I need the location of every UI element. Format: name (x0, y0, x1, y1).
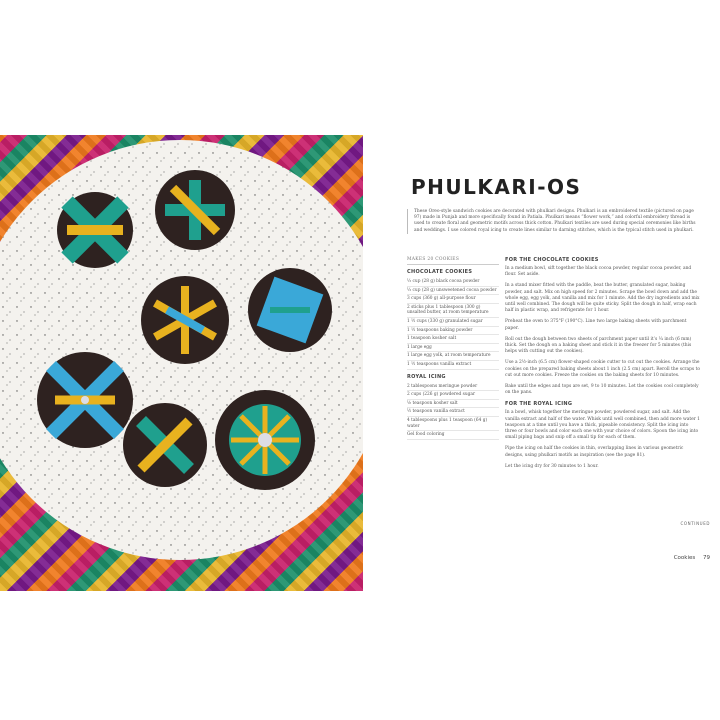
ingredients-column (407, 257, 499, 440)
ingredient-item: 1 ½ teaspoons vanilla extract (407, 361, 499, 370)
ingredient-item: 3 cups (360 g) all-purpose flour (407, 295, 499, 304)
ingredient-item: 4 tablespoons plus 1 teaspoon (64 g) water (407, 417, 499, 431)
ingredient-item: ⅛ teaspoon kosher salt (407, 400, 499, 409)
section-heading-chocolate-cookies: CHOCOLATE COOKIES (407, 269, 473, 275)
method-step: Roll out the dough between two sheets of parchment paper until it’s ¼ inch (6 mm) thick. Set the dough on a baking sheet and stick it in the freezer for 5 minutes (this helps with cutting out the cookies). (505, 336, 692, 355)
cookie (57, 192, 133, 268)
recipe-page (363, 135, 720, 591)
cookie (248, 268, 332, 352)
cookie (215, 390, 315, 490)
ingredient-item: 2 cups (226 g) powdered sugar (407, 391, 499, 400)
ingredient-item: ⅓ cup (28 g) black cocoa powder (407, 278, 499, 287)
ingredient-item: 1 ½ teaspoons baking powder (407, 327, 499, 336)
yield-label: MAKES 20 COOKIES (407, 257, 499, 265)
method-step: In a stand mixer fitted with the paddle, beat the butter, granulated sugar, baking powder, and salt. Mix on high speed for 2 minutes. Scrape the bowl down and add the whole egg, egg yolk, and vanilla and mix for 1 minute. Add the dry ingredients and mix until well combined. The dough will be quite sticky. Split the dough in half, wrap each half in plastic wrap, and refrigerate for 1 hour. (505, 283, 700, 314)
ingredient-item: Gel food coloring (407, 431, 499, 440)
method-step: In a medium bowl, sift together the black cocoa powder, regular cocoa powder, and flour. Set aside. (505, 266, 692, 278)
cookie-plate-illustration (0, 135, 363, 591)
method-step: Pipe the icing on half the cookies in thin, overlapping lines in various geometric designs, using phulkari motifs as inspiration (see the page 81). (505, 446, 684, 458)
ingredient-list-icing (407, 383, 499, 440)
page-number: 79 (703, 555, 710, 561)
recipe-title: PHULKARI-OS (411, 175, 582, 199)
method-step: Use a 2½-inch (6.5 cm) flower-shaped cookie cutter to cut out the cookies. Arrange the cookies on the prepared baking sheets about 1 inch (2.5 cm) apart. Reroll the scraps to cut out more cookies. Freeze the cookies on the baking sheets for 10 minutes. (505, 360, 700, 378)
ingredient-item: 2 tablespoons meringue powder (407, 383, 499, 392)
ingredient-item: ⅓ cup (28 g) unsweetened cocoa powder (407, 287, 499, 296)
cookie-photo (0, 135, 363, 591)
page-footer (668, 555, 710, 561)
section-heading-for-chocolate-cookies: FOR THE CHOCOLATE COOKIES (505, 257, 599, 263)
ingredient-item: 1 ½ cups (330 g) granulated sugar (407, 318, 499, 327)
ingredient-item: 1 teaspoon kosher salt (407, 335, 499, 344)
cookie (141, 276, 229, 364)
continued-label: CONTINUED (680, 521, 710, 526)
method-column (505, 257, 701, 475)
method-step: Let the icing dry for 30 minutes to 1 hour. (505, 463, 599, 469)
cookie (155, 170, 235, 250)
recipe-intro: These Oreo-style sandwich cookies are decorated with phulkari designs. Phulkari is an embroidered textile (pictured on page 97) made in Punjab and more specifically found in Patiala. Phulkari means “flower work,” and colorful embroidery thread is used to create floral and geometric motifs across thick cotton. Phulkari textiles are used during special ceremonies like births and weddings. I use colored royal icing to create lines similar to darning stitches, which is the typical stitch used in phulkari. (407, 209, 702, 234)
ingredient-item: 2 sticks plus 1 tablespoon (300 g) unsalted butter, at room temperature (407, 304, 499, 318)
ingredient-item: 1 large egg (407, 344, 499, 353)
method-step: In a bowl, whisk together the meringue powder, powdered sugar, and salt. Add the vanilla extract and half of the water. Whisk until well combined, then add more water 1 teaspoon at a time until you have a thick, pipeable consistency. Split the icing into three or four bowls and color each one with your choice of colors. Spoon the icing into small piping bags and snip off a small tip for each of them. (505, 410, 700, 441)
ingredient-item: 1 large egg yolk, at room temperature (407, 352, 499, 361)
cookie (37, 352, 133, 448)
cookie (123, 403, 207, 487)
section-heading-for-royal-icing: FOR THE ROYAL ICING (505, 401, 573, 408)
ingredient-list-cookies (407, 278, 499, 370)
method-step: Bake until the edges and tops are set, 9 to 10 minutes. Let the cookies cool completely on the pans. (505, 384, 699, 396)
method-step: Preheat the oven to 375°F (190°C). Line two large baking sheets with parchment paper. (505, 319, 687, 331)
footer-section: Cookies (673, 555, 696, 561)
section-heading-royal-icing: ROYAL ICING (407, 373, 446, 380)
ingredient-item: ½ teaspoon vanilla extract (407, 408, 499, 417)
